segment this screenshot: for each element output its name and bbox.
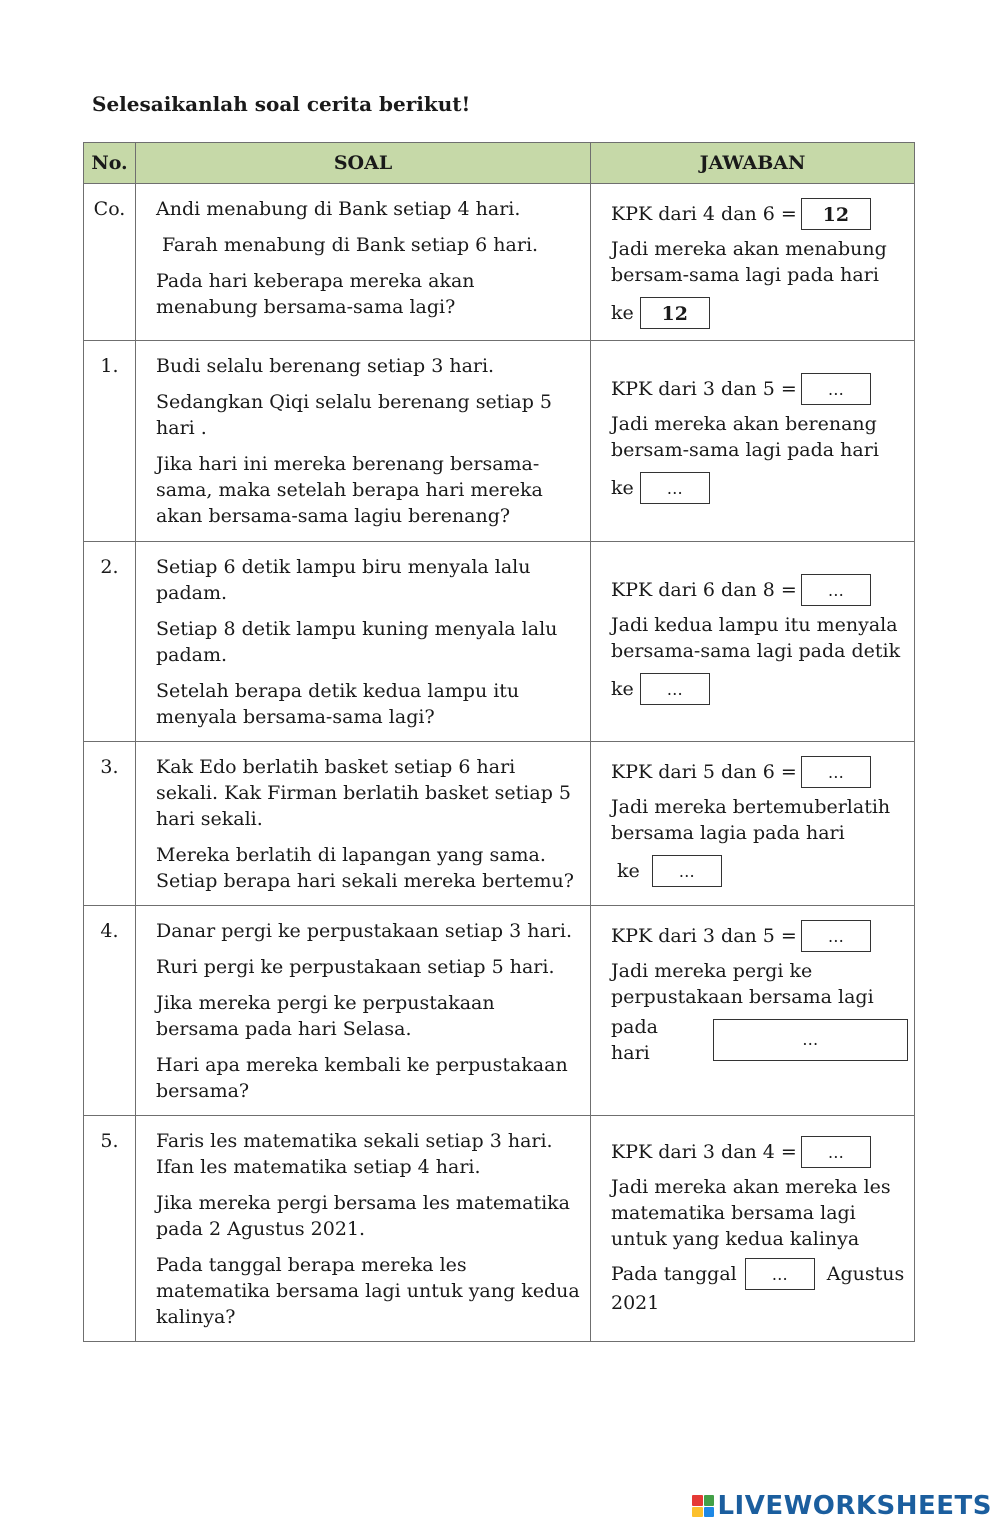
kpk-answer-box[interactable]: … (801, 756, 871, 788)
answer-cell (591, 1116, 915, 1342)
worksheet-title: Selesaikanlah soal cerita berikut! (92, 92, 471, 116)
ke-label: ke (611, 477, 634, 499)
question-text: Danar pergi ke perpustakaan setiap 3 hari. (156, 920, 572, 942)
question-text: Farah menabung di Bank setiap 6 hari. (162, 234, 539, 256)
question-text: Setelah berapa detik kedua lampu itu menyala bersama-sama lagi? (156, 680, 520, 728)
question-cell (136, 184, 591, 341)
question-text: Jika mereka pergi bersama les matematika pada 2 Agustus 2021. (156, 1192, 570, 1240)
kpk-answer-box[interactable]: 12 (801, 198, 871, 230)
conclusion-text: Jadi kedua lampu itu menyala bersama-sama lagi pada detik (611, 614, 901, 662)
conclusion-text: Jadi mereka akan mereka les matematika bersama lagi untuk yang kedua kalinya (611, 1176, 891, 1250)
kpk-label: KPK dari 6 dan 8 = (611, 579, 797, 601)
question-text: Pada hari keberapa mereka akan menabung bersama-sama lagi? (156, 270, 475, 318)
header-no: No. (84, 143, 136, 184)
answer-cell (591, 906, 915, 1116)
kpk-label: KPK dari 4 dan 6 = (611, 203, 797, 225)
question-cell (136, 341, 591, 542)
conclusion-text: Jadi mereka akan menabung bersam-sama lagi pada hari (611, 238, 887, 286)
kpk-label: KPK dari 3 dan 4 = (611, 1141, 797, 1163)
header-soal: SOAL (136, 143, 591, 184)
conclusion-text: Jadi mereka pergi ke perpustakaan bersama lagi (611, 960, 874, 1008)
question-text: Hari apa mereka kembali ke perpustakaan bersama? (156, 1054, 568, 1102)
question-text: Budi selalu berenang setiap 3 hari. (156, 355, 495, 377)
row-number: 3. (84, 742, 136, 906)
ke-answer-box[interactable]: … (640, 472, 710, 504)
question-text: Ruri pergi ke perpustakaan setiap 5 hari. (156, 956, 555, 978)
table-row (84, 542, 915, 742)
table-row (84, 906, 915, 1116)
tanggal-label: Pada tanggal (611, 1263, 737, 1285)
table-row (84, 742, 915, 906)
question-cell (136, 542, 591, 742)
question-text: Setiap 6 detik lampu biru menyala lalu padam. (156, 556, 531, 604)
row-number: 5. (84, 1116, 136, 1342)
kpk-label: KPK dari 5 dan 6 = (611, 761, 797, 783)
day-answer-box[interactable]: … (713, 1019, 908, 1061)
table-header-row (84, 143, 915, 184)
row-number: Co. (84, 184, 136, 341)
question-cell (136, 1116, 591, 1342)
table-row (84, 184, 915, 341)
kpk-answer-box[interactable]: … (801, 920, 871, 952)
ke-answer-box[interactable]: 12 (640, 297, 710, 329)
question-text: Kak Edo berlatih basket setiap 6 hari sekali. Kak Firman berlatih basket setiap 5 hari sekali. (156, 756, 571, 830)
kpk-answer-box[interactable]: … (801, 1136, 871, 1168)
kpk-label: KPK dari 3 dan 5 = (611, 925, 797, 947)
worksheet-table (83, 142, 915, 1342)
pada-hari-label: pada hari (611, 1016, 658, 1064)
year-label: 2021 (611, 1292, 660, 1314)
kpk-answer-box[interactable]: … (801, 574, 871, 606)
ke-label: ke (617, 860, 640, 882)
row-number: 1. (84, 341, 136, 542)
question-text: Mereka berlatih di lapangan yang sama. Setiap berapa hari sekali mereka bertemu? (156, 844, 574, 892)
logo-square-yellow (692, 1507, 703, 1518)
logo-square-red (692, 1495, 703, 1506)
kpk-answer-box[interactable]: … (801, 373, 871, 405)
header-jawaban: JAWABAN (591, 143, 915, 184)
answer-cell (591, 184, 915, 341)
answer-cell (591, 742, 915, 906)
question-text: Sedangkan Qiqi selalu berenang setiap 5 hari . (156, 391, 553, 439)
row-number: 2. (84, 542, 136, 742)
table-row (84, 341, 915, 542)
question-text: Jika mereka pergi ke perpustakaan bersama pada hari Selasa. (156, 992, 495, 1040)
question-cell (136, 906, 591, 1116)
question-text: Faris les matematika sekali setiap 3 hari. Ifan les matematika setiap 4 hari. (156, 1130, 553, 1178)
question-text: Pada tanggal berapa mereka les matematika bersama lagi untuk yang kedua kalinya? (156, 1254, 580, 1328)
logo-icon (692, 1495, 714, 1517)
question-text: Andi menabung di Bank setiap 4 hari. (156, 198, 521, 220)
conclusion-text: Jadi mereka akan berenang bersam-sama lagi pada hari (611, 413, 879, 461)
question-text: Setiap 8 detik lampu kuning menyala lalu padam. (156, 618, 558, 666)
ke-answer-box[interactable]: … (640, 673, 710, 705)
month-label: Agustus (826, 1263, 905, 1285)
table-row (84, 1116, 915, 1342)
kpk-label: KPK dari 3 dan 5 = (611, 378, 797, 400)
liveworksheets-logo (692, 1491, 992, 1521)
conclusion-text: Jadi mereka bertemuberlatih bersama lagia pada hari (611, 796, 891, 844)
row-number: 4. (84, 906, 136, 1116)
date-answer-box[interactable]: … (745, 1258, 815, 1290)
logo-text: LIVEWORKSHEETS (717, 1491, 992, 1521)
answer-cell (591, 542, 915, 742)
question-text: Jika hari ini mereka berenang bersama-sama, maka setelah berapa hari mereka akan bersama-sama lagiu berenang? (156, 453, 543, 527)
logo-square-green (704, 1495, 715, 1506)
ke-answer-box[interactable]: … (652, 855, 722, 887)
ke-label: ke (611, 302, 634, 324)
logo-square-blue (704, 1507, 715, 1518)
question-cell (136, 742, 591, 906)
answer-cell (591, 341, 915, 542)
ke-label: ke (611, 678, 634, 700)
